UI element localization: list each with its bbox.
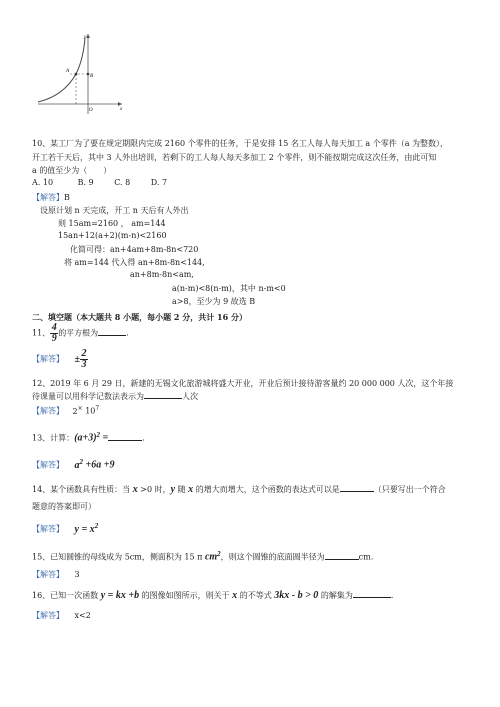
label-a: A [66,69,70,74]
q10-step-1: 设原计划 n 天完成，开工 n 天后有人外出 [40,206,189,215]
answer-value: B [64,193,70,202]
label-b: B [90,74,94,79]
label-x: x [120,107,123,112]
q13-answer: 【解答】 $a^2 +6a +9$ [32,458,115,471]
answer-label: 【解答】 [32,193,64,202]
q13: 13、计算：$(a+3)^2$ = . [32,431,145,444]
q11-text: 的平方根为 [58,328,99,338]
q14-line1: 14、某个函数具有性质：当 x >0 时，y 随 x 的增大而增大，这个函数的表达式可以是 （只要写出一个符合 [32,484,446,495]
q11: 11、 $\frac{4}{9}$ 的平方根为 . [32,322,129,344]
q14-line2: 题意的答案即可） [32,502,96,511]
option-a: A. 10 [32,178,54,187]
q10-step-2: 则 15am=2160 ， am=144 [58,219,166,228]
q10-step-4: 化简可得：an+4am+8m-8n<720 [70,245,199,254]
q10-step-3: 15an+12(a+2)(m-n)<2160 [58,231,167,240]
q12-line2: 待课量可以用科学记数法表示为 人次 [32,392,198,401]
q10-line3: a 的值至少为（ ） [32,166,112,175]
q10-step-6: an+8m-8n<am, [130,270,194,279]
option-c: C. 8 [114,178,131,187]
q10-answer [32,192,70,203]
q10-step-8: a>8，至少为 9 故选 B [172,297,256,306]
q14-answer: 【解答】 $y = x^2$ [32,522,99,535]
q15-answer: 【解答】 3 [32,570,80,579]
q10-step-5: 将 am=144 代入得 an+8m-8n<144, [64,258,205,267]
q16-answer: 【解答】 x<2 [32,611,91,620]
option-b: B. 9 [77,178,94,187]
label-o: O [89,108,93,113]
curve [38,38,85,102]
fraction: $\frac{4}{9}$ [51,322,57,344]
q10-line2: 开工若干天后，其中 3 人外出培训，若剩下的工人每人每天多加工 2 个零件，则不能按期完成这次任务，由此可知 [32,153,437,162]
option-d: D. 7 [150,178,168,187]
q10-step-7: a(n-m)<8(n-m)，其中 n-m<0 [172,284,286,293]
section-heading: 二、填空题（本大题共 8 小题，每小题 2 分，共计 16 分） [32,312,247,322]
label-y: y [84,35,87,40]
q10-options [32,178,167,187]
q12-line1: 12、2019 年 6 月 29 日，新建的无锡文化旅游城将盛大开业，开业后预计接待游客量约 20 000 000 人次，这个年接 [32,379,454,388]
q11-num: 11、 [32,328,51,338]
q15: 15、已知圆锥的母线成为 5cm，侧面积为 15 π $cm^2$，则这个圆锥的底面圆半径为 cm. [32,550,374,563]
q12-answer: 【解答】 2× $10^7$ [32,405,100,416]
function-graph [30,28,130,116]
q16: 16、已知一次函数 y = kx +b 的图像如图所示，则关于 x 的不等式 3kx - b > 0 的解集为 . [32,590,394,601]
q11-answer: 【解答】 ± $\frac{2}{3}$ [32,348,87,370]
q10-line1: 10、某工厂为了要在规定期限内完成 2160 个零件的任务，于是安排 15 名工人每人每天加工 a 个零件（a 为整数）， [32,139,449,148]
